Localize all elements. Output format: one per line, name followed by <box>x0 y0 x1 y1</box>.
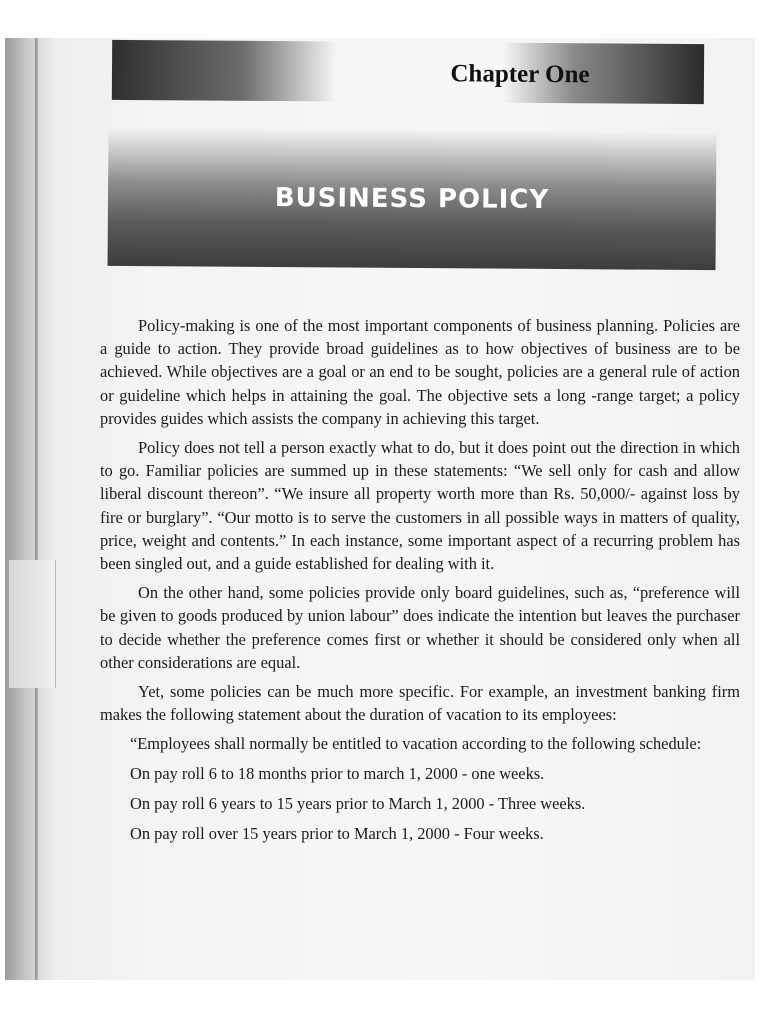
title-banner <box>108 128 717 270</box>
paragraph: Policy does not tell a person exactly what to do, but it does point out the direction in which to go. Familiar policies are summed up in these statements: “We sell only for cash and allow liberal discount thereon”. “We insure all property worth more than Rs. 50,000/- against loss by fire or burglary”. “Our motto is to serve the customers in all possible ways in matters of quality, price, weight and contents.” In each instance, some important aspect of a recurring problem has been singled out, and a guide established for dealing with it. <box>100 438 740 574</box>
book-page <box>5 38 755 980</box>
book-spine <box>5 38 53 980</box>
spine-crease <box>35 38 38 980</box>
page-tab-strip <box>9 560 56 688</box>
paragraph: On the other hand, some policies provide only board guidelines, such as, “preference will be given to goods produced by union labour” does indicate the intention but leaves the purchaser to decide whether the preference comes first or whether it should be considered only when all other considerations are equal. <box>100 583 740 672</box>
paragraph: Policy-making is one of the most important components of business planning. Policies are a guide to action. They provide broad guidelines as to how objectives of business are to be achieved. While objectives are a goal or an end to be sought, policies are a general rule of action or guideline which helps in attaining the goal. The objective sets a long -range target; a policy provides guides which assists the company in achieving this target. <box>100 316 740 428</box>
body-text <box>100 314 740 852</box>
chapter-header-bar <box>112 40 704 104</box>
section-title: BUSINESS POLICY <box>274 183 550 215</box>
schedule-item: On pay roll 6 to 18 months prior to march 1, 2000 - one weeks. <box>130 763 545 783</box>
schedule-item: On pay roll over 15 years prior to March 1, 2000 - Four weeks. <box>130 823 544 843</box>
vacation-schedule <box>100 762 740 845</box>
quote-paragraph: “Employees shall normally be entitled to vacation according to the following schedule: <box>130 734 702 754</box>
chapter-title: Chapter One <box>450 60 590 89</box>
schedule-item: On pay roll 6 years to 15 years prior to March 1, 2000 - Three weeks. <box>130 793 586 813</box>
paragraph: Yet, some policies can be much more specific. For example, an investment banking firm makes the following statement about the duration of vacation to its employees: <box>100 682 740 725</box>
